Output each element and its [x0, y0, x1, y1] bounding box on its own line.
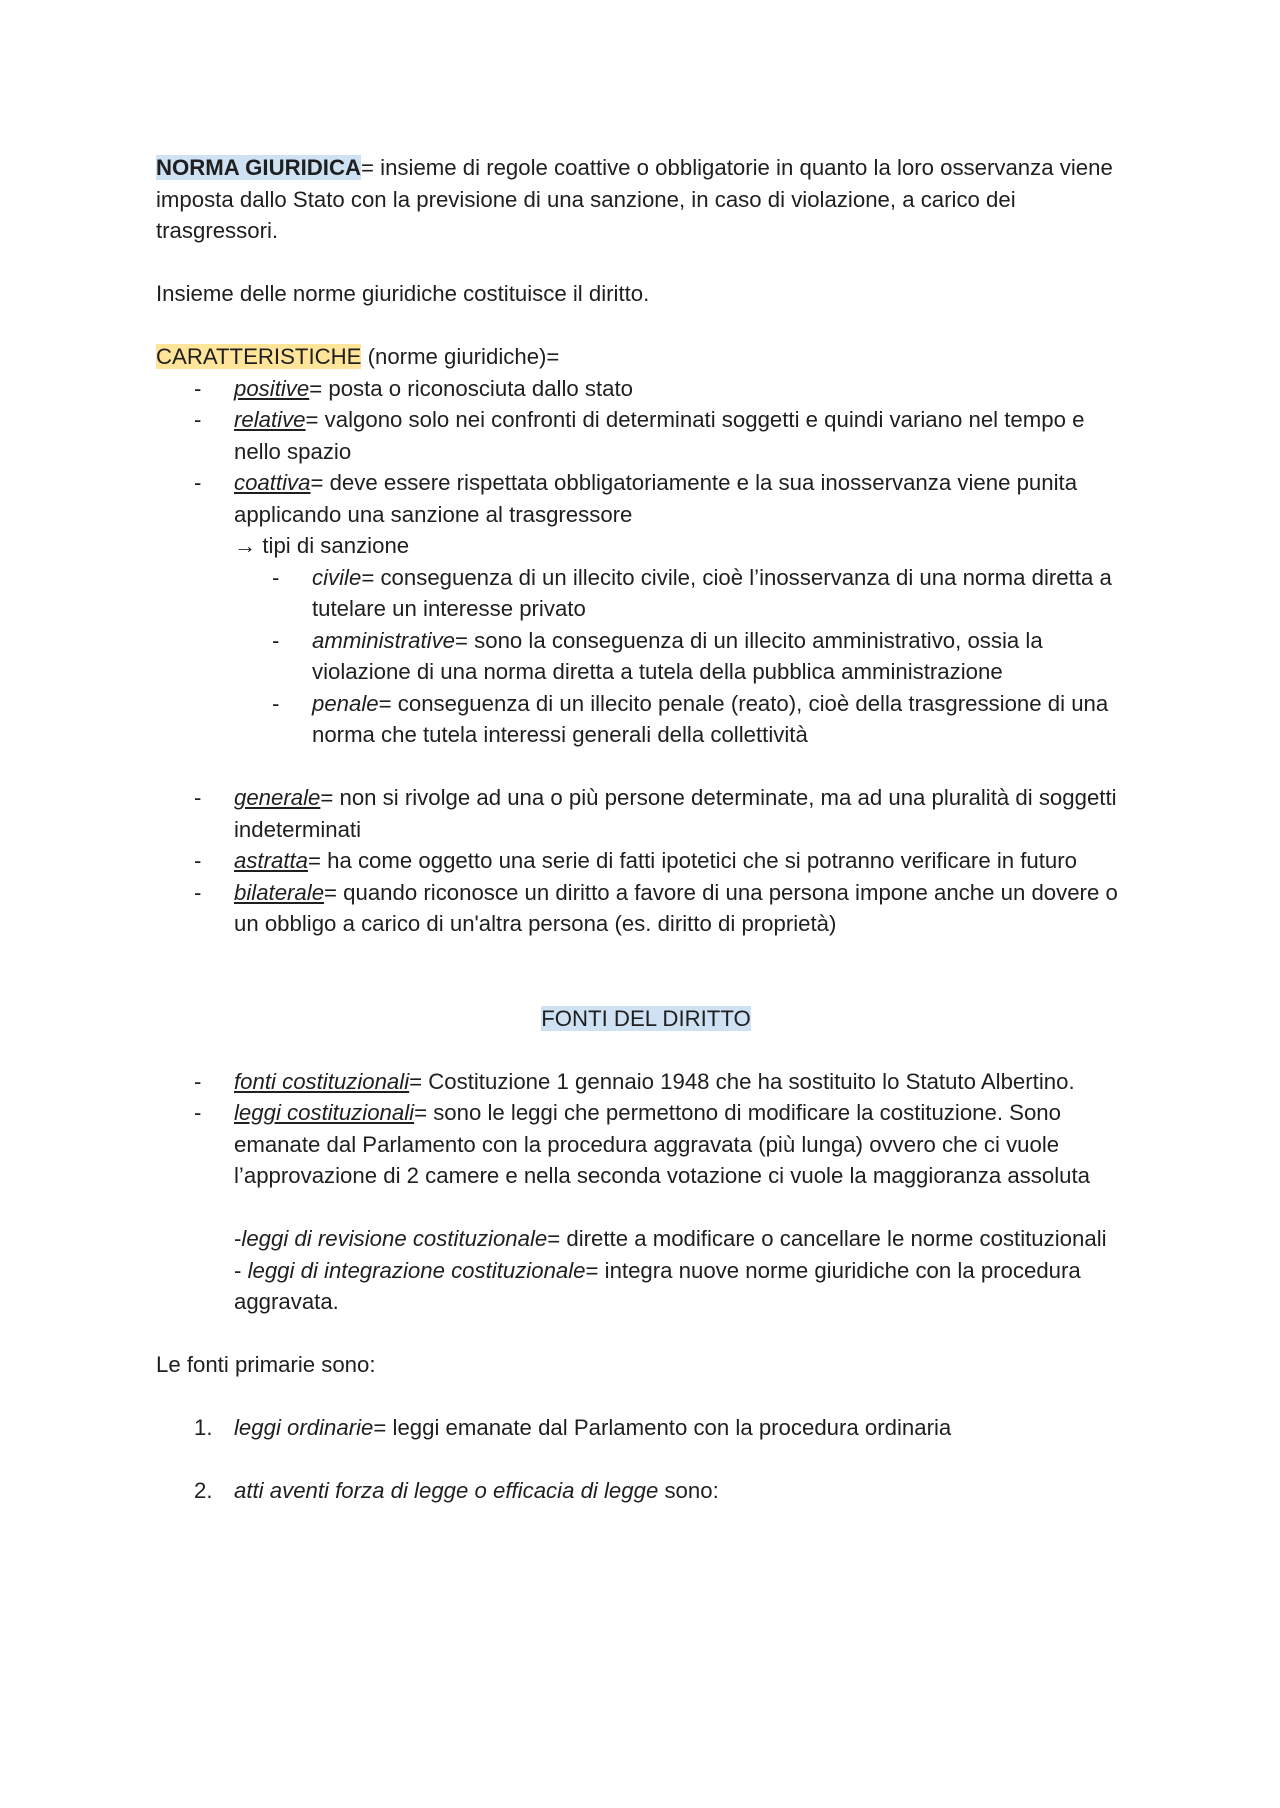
- caratteristiche-heading: [156, 341, 1136, 373]
- list-item: [156, 1097, 1136, 1192]
- item-term: bilaterale: [234, 879, 325, 905]
- tipi-sanzione-label: → tipi di sanzione: [234, 533, 410, 558]
- primarie-term: leggi ordinarie: [234, 1415, 374, 1440]
- list-item: [156, 373, 1136, 405]
- item-term: coattiva: [234, 470, 311, 495]
- integrazione-line: [156, 1255, 1136, 1318]
- list-item: [156, 877, 1136, 940]
- dash-bullet: -: [194, 1068, 202, 1094]
- sanzione-term: amministrative: [312, 627, 456, 653]
- diritto-sentence: Insieme delle norme giuridiche costituisce il diritto.: [156, 281, 650, 306]
- sanzione-text: = conseguenza di un illecito civile, cioè l’inosservanza di una norma diretta a tutelare un interesse privato: [312, 564, 1112, 621]
- sub-list-item: [156, 625, 1136, 688]
- list-item: [156, 404, 1136, 467]
- primarie-text: = leggi emanate dal Parlamento con la procedura ordinaria: [373, 1415, 952, 1440]
- caratteristiche-term: CARATTERISTICHE: [156, 344, 362, 369]
- item-term: astratta: [234, 848, 308, 873]
- sub-list-item: [156, 688, 1136, 751]
- dash-bullet: -: [272, 627, 280, 653]
- list-item: [156, 782, 1136, 845]
- integrazione-term: leggi di integrazione costituzionale: [247, 1257, 586, 1283]
- integrazione-prefix: -: [234, 1257, 248, 1283]
- revisione-prefix: -: [234, 1226, 242, 1251]
- fonti-heading-row: [156, 1003, 1136, 1035]
- dash-bullet: -: [194, 407, 202, 432]
- item-text: = posta o riconosciuta dallo stato: [309, 375, 634, 401]
- sanzione-text: = conseguenza di un illecito penale (reato), cioè della trasgressione di una norma che tutela interessi generali della collettività: [312, 690, 1109, 747]
- norma-paragraph: [156, 152, 1136, 247]
- fonti-term: fonti costituzionali: [234, 1068, 410, 1094]
- fonti-heading: FONTI DEL DIRITTO: [541, 1005, 751, 1031]
- list-item: [156, 845, 1136, 877]
- item-text: = non si rivolge ad una o più persone determinate, ma ad una pluralità di soggetti indeterminati: [234, 785, 1117, 842]
- item-term: relative: [234, 407, 306, 432]
- dash-bullet: -: [194, 470, 202, 495]
- revisione-line: [156, 1223, 1136, 1255]
- item-term: positive: [234, 375, 310, 401]
- caratteristiche-rest: (norme giuridiche)=: [361, 344, 560, 369]
- item-number: 1.: [194, 1415, 213, 1440]
- sanzione-text: = sono la conseguenza di un illecito amministrativo, ossia la violazione di una norma diretta a tutela della pubblica amministrazione: [312, 627, 1043, 684]
- fonti-term: leggi costituzionali: [234, 1100, 415, 1125]
- item-text: = valgono solo nei confronti di determinati soggetti e quindi variano nel tempo e nello spazio: [234, 407, 1085, 464]
- revisione-term: leggi di revisione costituzionale: [241, 1226, 548, 1251]
- dash-bullet: -: [194, 785, 202, 810]
- dash-bullet: -: [194, 1100, 202, 1125]
- numbered-item: [156, 1412, 1136, 1444]
- item-number: 2.: [194, 1478, 213, 1503]
- norma-definition: = insieme di regole coattive o obbligatorie in quanto la loro osservanza viene imposta dallo Stato con la previsione di una sanzione, in caso di violazione, a carico dei trasgressori.: [156, 155, 1113, 243]
- list-item: [156, 1066, 1136, 1098]
- norma-term: NORMA GIURIDICA: [156, 155, 362, 180]
- item-term: generale: [234, 785, 321, 810]
- sanzione-term: civile: [312, 564, 362, 590]
- document-page: [156, 152, 1136, 1507]
- item-text: = ha come oggetto una serie di fatti ipotetici che si potranno verificare in futuro: [308, 848, 1077, 873]
- fonti-text: = Costituzione 1 gennaio 1948 che ha sostituito lo Statuto Albertino.: [409, 1068, 1075, 1094]
- primarie-text: sono:: [658, 1478, 719, 1503]
- sanzione-term: penale: [312, 690, 379, 716]
- revisione-text: = dirette a modificare o cancellare le norme costituzionali: [547, 1226, 1107, 1251]
- primarie-intro: Le fonti primarie sono:: [156, 1352, 376, 1377]
- primarie-term: atti aventi forza di legge o efficacia di legge: [234, 1478, 659, 1503]
- item-text: = deve essere rispettata obbligatoriamente e la sua inosservanza viene punita applicando una sanzione al trasgressore: [234, 470, 1078, 527]
- item-text: = quando riconosce un diritto a favore di una persona impone anche un dovere o un obbligo a carico di un'altra persona (es. diritto di proprietà): [234, 879, 1118, 936]
- dash-bullet: -: [194, 848, 202, 873]
- sub-list-item: [156, 562, 1136, 625]
- integrazione-text: = integra nuove norme giuridiche con la procedura aggravata.: [234, 1257, 1081, 1314]
- dash-bullet: -: [272, 564, 280, 590]
- fonti-text: = sono le leggi che permettono di modificare la costituzione. Sono emanate dal Parlamento con la procedura aggravata (più lunga) ovvero che ci vuole l’approvazione di 2 camere e nella seconda votazione ci vuole la maggioranza assoluta: [234, 1100, 1090, 1188]
- dash-bullet: -: [194, 879, 202, 905]
- list-item: [156, 467, 1136, 530]
- dash-bullet: -: [194, 375, 202, 401]
- numbered-item: [156, 1475, 1136, 1507]
- dash-bullet: -: [272, 690, 280, 716]
